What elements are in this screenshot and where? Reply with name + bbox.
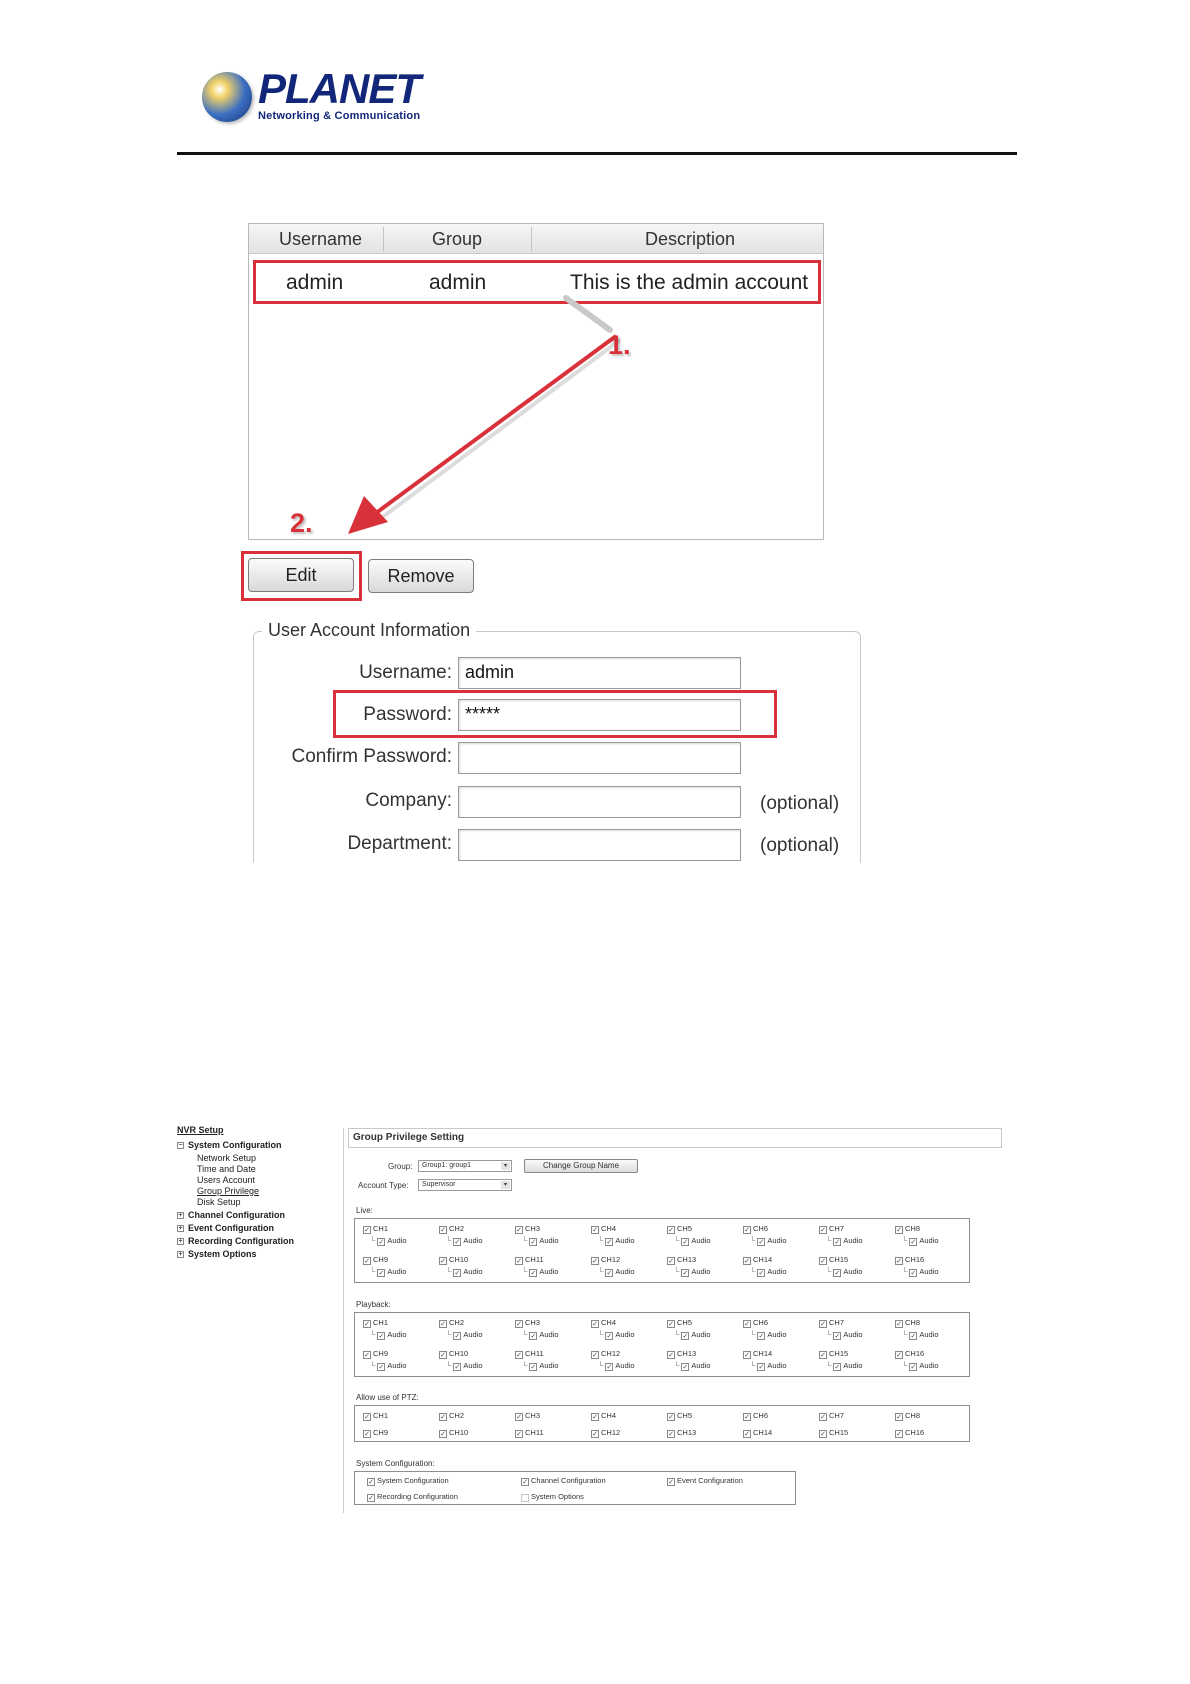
planet-logo-wordmark: PLANET <box>258 65 420 112</box>
system-config-box <box>354 1471 796 1505</box>
playback-ch5-audio-checkbox[interactable]: └ ✓ Audio <box>674 1330 711 1340</box>
ptz-ch2-checkbox[interactable]: ✓ CH2 <box>440 1411 465 1421</box>
playback-ch15-checkbox[interactable]: ✓ CH15 <box>820 1349 849 1359</box>
live-ch1-audio-checkbox[interactable]: └ ✓ Audio <box>370 1236 407 1246</box>
system-configuration-checkbox[interactable]: ✓ System Configuration <box>368 1476 449 1486</box>
playback-ch9-audio-checkbox[interactable]: └ ✓ Audio <box>370 1361 407 1371</box>
live-ch7-checkbox[interactable]: ✓ CH7 <box>820 1224 845 1234</box>
username-label: Username: <box>359 662 452 683</box>
live-ch2-checkbox[interactable]: ✓ CH2 <box>440 1224 465 1234</box>
annotation-step-1: 1. <box>608 330 631 360</box>
live-ch6-checkbox[interactable]: ✓ CH6 <box>744 1224 769 1234</box>
live-ch1-checkbox[interactable]: ✓ CH1 <box>364 1224 389 1234</box>
header-divider <box>177 152 1017 155</box>
edit-button[interactable]: Edit <box>248 558 354 592</box>
live-ch8-audio-checkbox[interactable]: └ ✓ Audio <box>902 1236 939 1246</box>
remove-button[interactable]: Remove <box>368 559 474 593</box>
row-username: admin <box>286 271 344 294</box>
live-ch11-audio-checkbox[interactable]: └ ✓ Audio <box>522 1267 559 1277</box>
row-group: admin <box>429 271 487 294</box>
live-ch15-audio-checkbox[interactable]: └ ✓ Audio <box>826 1267 863 1277</box>
playback-ch1-checkbox[interactable]: ✓ CH1 <box>364 1318 389 1328</box>
password-label: Password: <box>363 704 452 725</box>
nav-divider <box>343 1128 344 1513</box>
company-optional-hint: (optional) <box>760 793 840 814</box>
playback-ch3-checkbox[interactable]: ✓ CH3 <box>516 1318 541 1328</box>
annotation-arrow <box>320 290 640 540</box>
playback-ch1-audio-checkbox[interactable]: └ ✓ Audio <box>370 1330 407 1340</box>
column-username[interactable]: Username <box>279 229 363 249</box>
live-ch13-checkbox[interactable]: ✓ CH13 <box>668 1255 697 1265</box>
live-ch9-audio-checkbox[interactable]: └ ✓ Audio <box>370 1267 407 1277</box>
playback-ch15-audio-checkbox[interactable]: └ ✓ Audio <box>826 1361 863 1371</box>
live-ch16-checkbox[interactable]: ✓ CH16 <box>896 1255 925 1265</box>
user-table-header <box>249 224 823 254</box>
live-ch12-audio-checkbox[interactable]: └ ✓ Audio <box>598 1267 635 1277</box>
playback-ch4-checkbox[interactable]: ✓ CH4 <box>592 1318 617 1328</box>
playback-ch9-checkbox[interactable]: ✓ CH9 <box>364 1349 389 1359</box>
live-ch10-checkbox[interactable]: ✓ CH10 <box>440 1255 469 1265</box>
playback-ch2-checkbox[interactable]: ✓ CH2 <box>440 1318 465 1328</box>
column-description[interactable]: Description <box>645 229 736 249</box>
playback-ch6-checkbox[interactable]: ✓ CH6 <box>744 1318 769 1328</box>
ptz-ch13-checkbox[interactable]: ✓ CH13 <box>668 1428 697 1438</box>
ptz-ch12-checkbox[interactable]: ✓ CH12 <box>592 1428 621 1438</box>
playback-ch11-audio-checkbox[interactable]: └ ✓ Audio <box>522 1361 559 1371</box>
playback-ch16-checkbox[interactable]: ✓ CH16 <box>896 1349 925 1359</box>
ptz-ch1-checkbox[interactable]: ✓ CH1 <box>364 1411 389 1421</box>
department-label: Department: <box>347 833 452 854</box>
playback-ch7-audio-checkbox[interactable]: └ ✓ Audio <box>826 1330 863 1340</box>
ptz-ch16-checkbox[interactable]: ✓ CH16 <box>896 1428 925 1438</box>
ptz-ch15-checkbox[interactable]: ✓ CH15 <box>820 1428 849 1438</box>
live-ch12-checkbox[interactable]: ✓ CH12 <box>592 1255 621 1265</box>
playback-ch5-checkbox[interactable]: ✓ CH5 <box>668 1318 693 1328</box>
live-ch5-audio-checkbox[interactable]: └ ✓ Audio <box>674 1236 711 1246</box>
playback-ch13-audio-checkbox[interactable]: └ ✓ Audio <box>674 1361 711 1371</box>
ptz-ch10-checkbox[interactable]: ✓ CH10 <box>440 1428 469 1438</box>
live-ch5-checkbox[interactable]: ✓ CH5 <box>668 1224 693 1234</box>
nav-item-group-privilege[interactable]: Group Privilege <box>197 1186 260 1196</box>
nav-system-options[interactable]: + System Options <box>178 1249 257 1259</box>
playback-ch4-audio-checkbox[interactable]: └ ✓ Audio <box>598 1330 635 1340</box>
nav-item-time-and-date[interactable]: Time and Date <box>197 1164 256 1174</box>
ptz-label: Allow use of PTZ: <box>356 1393 419 1402</box>
company-field[interactable] <box>458 786 741 818</box>
live-ch4-audio-checkbox[interactable]: └ ✓ Audio <box>598 1236 635 1246</box>
live-ch10-audio-checkbox[interactable]: └ ✓ Audio <box>446 1267 483 1277</box>
row-description: This is the admin account <box>570 271 809 294</box>
playback-ch16-audio-checkbox[interactable]: └ ✓ Audio <box>902 1361 939 1371</box>
ptz-ch6-checkbox[interactable]: ✓ CH6 <box>744 1411 769 1421</box>
system-options-checkbox[interactable]: System Options <box>521 1492 584 1502</box>
ptz-ch14-checkbox[interactable]: ✓ CH14 <box>744 1428 773 1438</box>
live-ch6-audio-checkbox[interactable]: └ ✓ Audio <box>750 1236 787 1246</box>
ptz-ch11-checkbox[interactable]: ✓ CH11 <box>516 1428 544 1438</box>
system-config-label: System Configuration: <box>356 1459 435 1468</box>
playback-ch6-audio-checkbox[interactable]: └ ✓ Audio <box>750 1330 787 1340</box>
playback-ch8-audio-checkbox[interactable]: └ ✓ Audio <box>902 1330 939 1340</box>
live-ch8-checkbox[interactable]: ✓ CH8 <box>896 1224 921 1234</box>
live-ch9-checkbox[interactable]: ✓ CH9 <box>364 1255 389 1265</box>
live-label: Live: <box>356 1206 373 1215</box>
live-ch14-checkbox[interactable]: ✓ CH14 <box>744 1255 773 1265</box>
playback-ch14-audio-checkbox[interactable]: └ ✓ Audio <box>750 1361 787 1371</box>
ptz-ch4-checkbox[interactable]: ✓ CH4 <box>592 1411 617 1421</box>
company-label: Company: <box>365 790 452 811</box>
ptz-ch5-checkbox[interactable]: ✓ CH5 <box>668 1411 693 1421</box>
playback-ch2-audio-checkbox[interactable]: └ ✓ Audio <box>446 1330 483 1340</box>
account-type-label: Account Type: <box>358 1181 409 1190</box>
recording-configuration-checkbox[interactable]: ✓ Recording Configuration <box>368 1492 458 1502</box>
live-channel-box <box>354 1218 970 1283</box>
confirm-password-label: Confirm Password: <box>291 746 452 767</box>
live-ch11-checkbox[interactable]: ✓ CH11 <box>516 1255 544 1265</box>
channel-configuration-checkbox[interactable]: ✓ Channel Configuration <box>522 1476 606 1486</box>
playback-label: Playback: <box>356 1300 391 1309</box>
playback-ch14-checkbox[interactable]: ✓ CH14 <box>744 1349 773 1359</box>
nav-channel-configuration[interactable]: + Channel Configuration <box>178 1210 285 1220</box>
live-ch13-audio-checkbox[interactable]: └ ✓ Audio <box>674 1267 711 1277</box>
nav-item-network-setup[interactable]: Network Setup <box>197 1153 257 1163</box>
live-ch7-audio-checkbox[interactable]: └ ✓ Audio <box>826 1236 863 1246</box>
nav-system-configuration[interactable]: − System Configuration <box>178 1140 282 1150</box>
playback-ch3-audio-checkbox[interactable]: └ ✓ Audio <box>522 1330 559 1340</box>
playback-ch10-audio-checkbox[interactable]: └ ✓ Audio <box>446 1361 483 1371</box>
ptz-ch8-checkbox[interactable]: ✓ CH8 <box>896 1411 921 1421</box>
nav-event-configuration[interactable]: + Event Configuration <box>178 1223 274 1233</box>
department-field[interactable] <box>458 829 741 861</box>
playback-ch12-audio-checkbox[interactable]: └ ✓ Audio <box>598 1361 635 1371</box>
playback-channel-box <box>354 1312 970 1377</box>
user-account-info-legend: User Account Information <box>262 620 476 641</box>
change-group-name-button[interactable]: Change Group Name <box>524 1159 638 1173</box>
live-ch2-audio-checkbox[interactable]: └ ✓ Audio <box>446 1236 483 1246</box>
nav-item-disk-setup[interactable]: Disk Setup <box>197 1197 241 1207</box>
department-optional-hint: (optional) <box>760 835 840 856</box>
ptz-channel-box <box>354 1405 970 1442</box>
ptz-ch9-checkbox[interactable]: ✓ CH9 <box>364 1428 389 1438</box>
live-ch3-checkbox[interactable]: ✓ CH3 <box>516 1224 541 1234</box>
live-ch16-audio-checkbox[interactable]: └ ✓ Audio <box>902 1267 939 1277</box>
live-ch14-audio-checkbox[interactable]: └ ✓ Audio <box>750 1267 787 1277</box>
playback-ch11-checkbox[interactable]: ✓ CH11 <box>516 1349 544 1359</box>
playback-ch7-checkbox[interactable]: ✓ CH7 <box>820 1318 845 1328</box>
confirm-password-field[interactable] <box>458 742 741 774</box>
playback-ch12-checkbox[interactable]: ✓ CH12 <box>592 1349 621 1359</box>
column-group[interactable]: Group <box>432 229 483 249</box>
group-label: Group: <box>388 1162 413 1171</box>
planet-logo-globe <box>202 72 252 122</box>
live-ch4-checkbox[interactable]: ✓ CH4 <box>592 1224 617 1234</box>
playback-ch8-checkbox[interactable]: ✓ CH8 <box>896 1318 921 1328</box>
nav-recording-configuration[interactable]: + Recording Configuration <box>178 1236 294 1246</box>
event-configuration-checkbox[interactable]: ✓ Event Configuration <box>668 1476 743 1486</box>
ptz-ch3-checkbox[interactable]: ✓ CH3 <box>516 1411 541 1421</box>
live-ch3-audio-checkbox[interactable]: └ ✓ Audio <box>522 1236 559 1246</box>
nav-item-users-account[interactable]: Users Account <box>197 1175 256 1185</box>
planet-logo-tagline: Networking & Communication <box>258 110 421 122</box>
playback-ch13-checkbox[interactable]: ✓ CH13 <box>668 1349 697 1359</box>
ptz-ch7-checkbox[interactable]: ✓ CH7 <box>820 1411 845 1421</box>
account-type-select[interactable]: Supervisor ▾ <box>418 1179 512 1191</box>
annotation-step-2: 2. <box>290 508 313 538</box>
nav-title[interactable]: NVR Setup <box>177 1125 224 1135</box>
password-field[interactable]: ***** <box>458 699 741 731</box>
group-select[interactable]: Group1: group1 ▾ <box>418 1160 512 1172</box>
username-field[interactable]: admin <box>458 657 741 689</box>
live-ch15-checkbox[interactable]: ✓ CH15 <box>820 1255 849 1265</box>
playback-ch10-checkbox[interactable]: ✓ CH10 <box>440 1349 469 1359</box>
group-privilege-title: Group Privilege Setting <box>348 1128 1002 1148</box>
